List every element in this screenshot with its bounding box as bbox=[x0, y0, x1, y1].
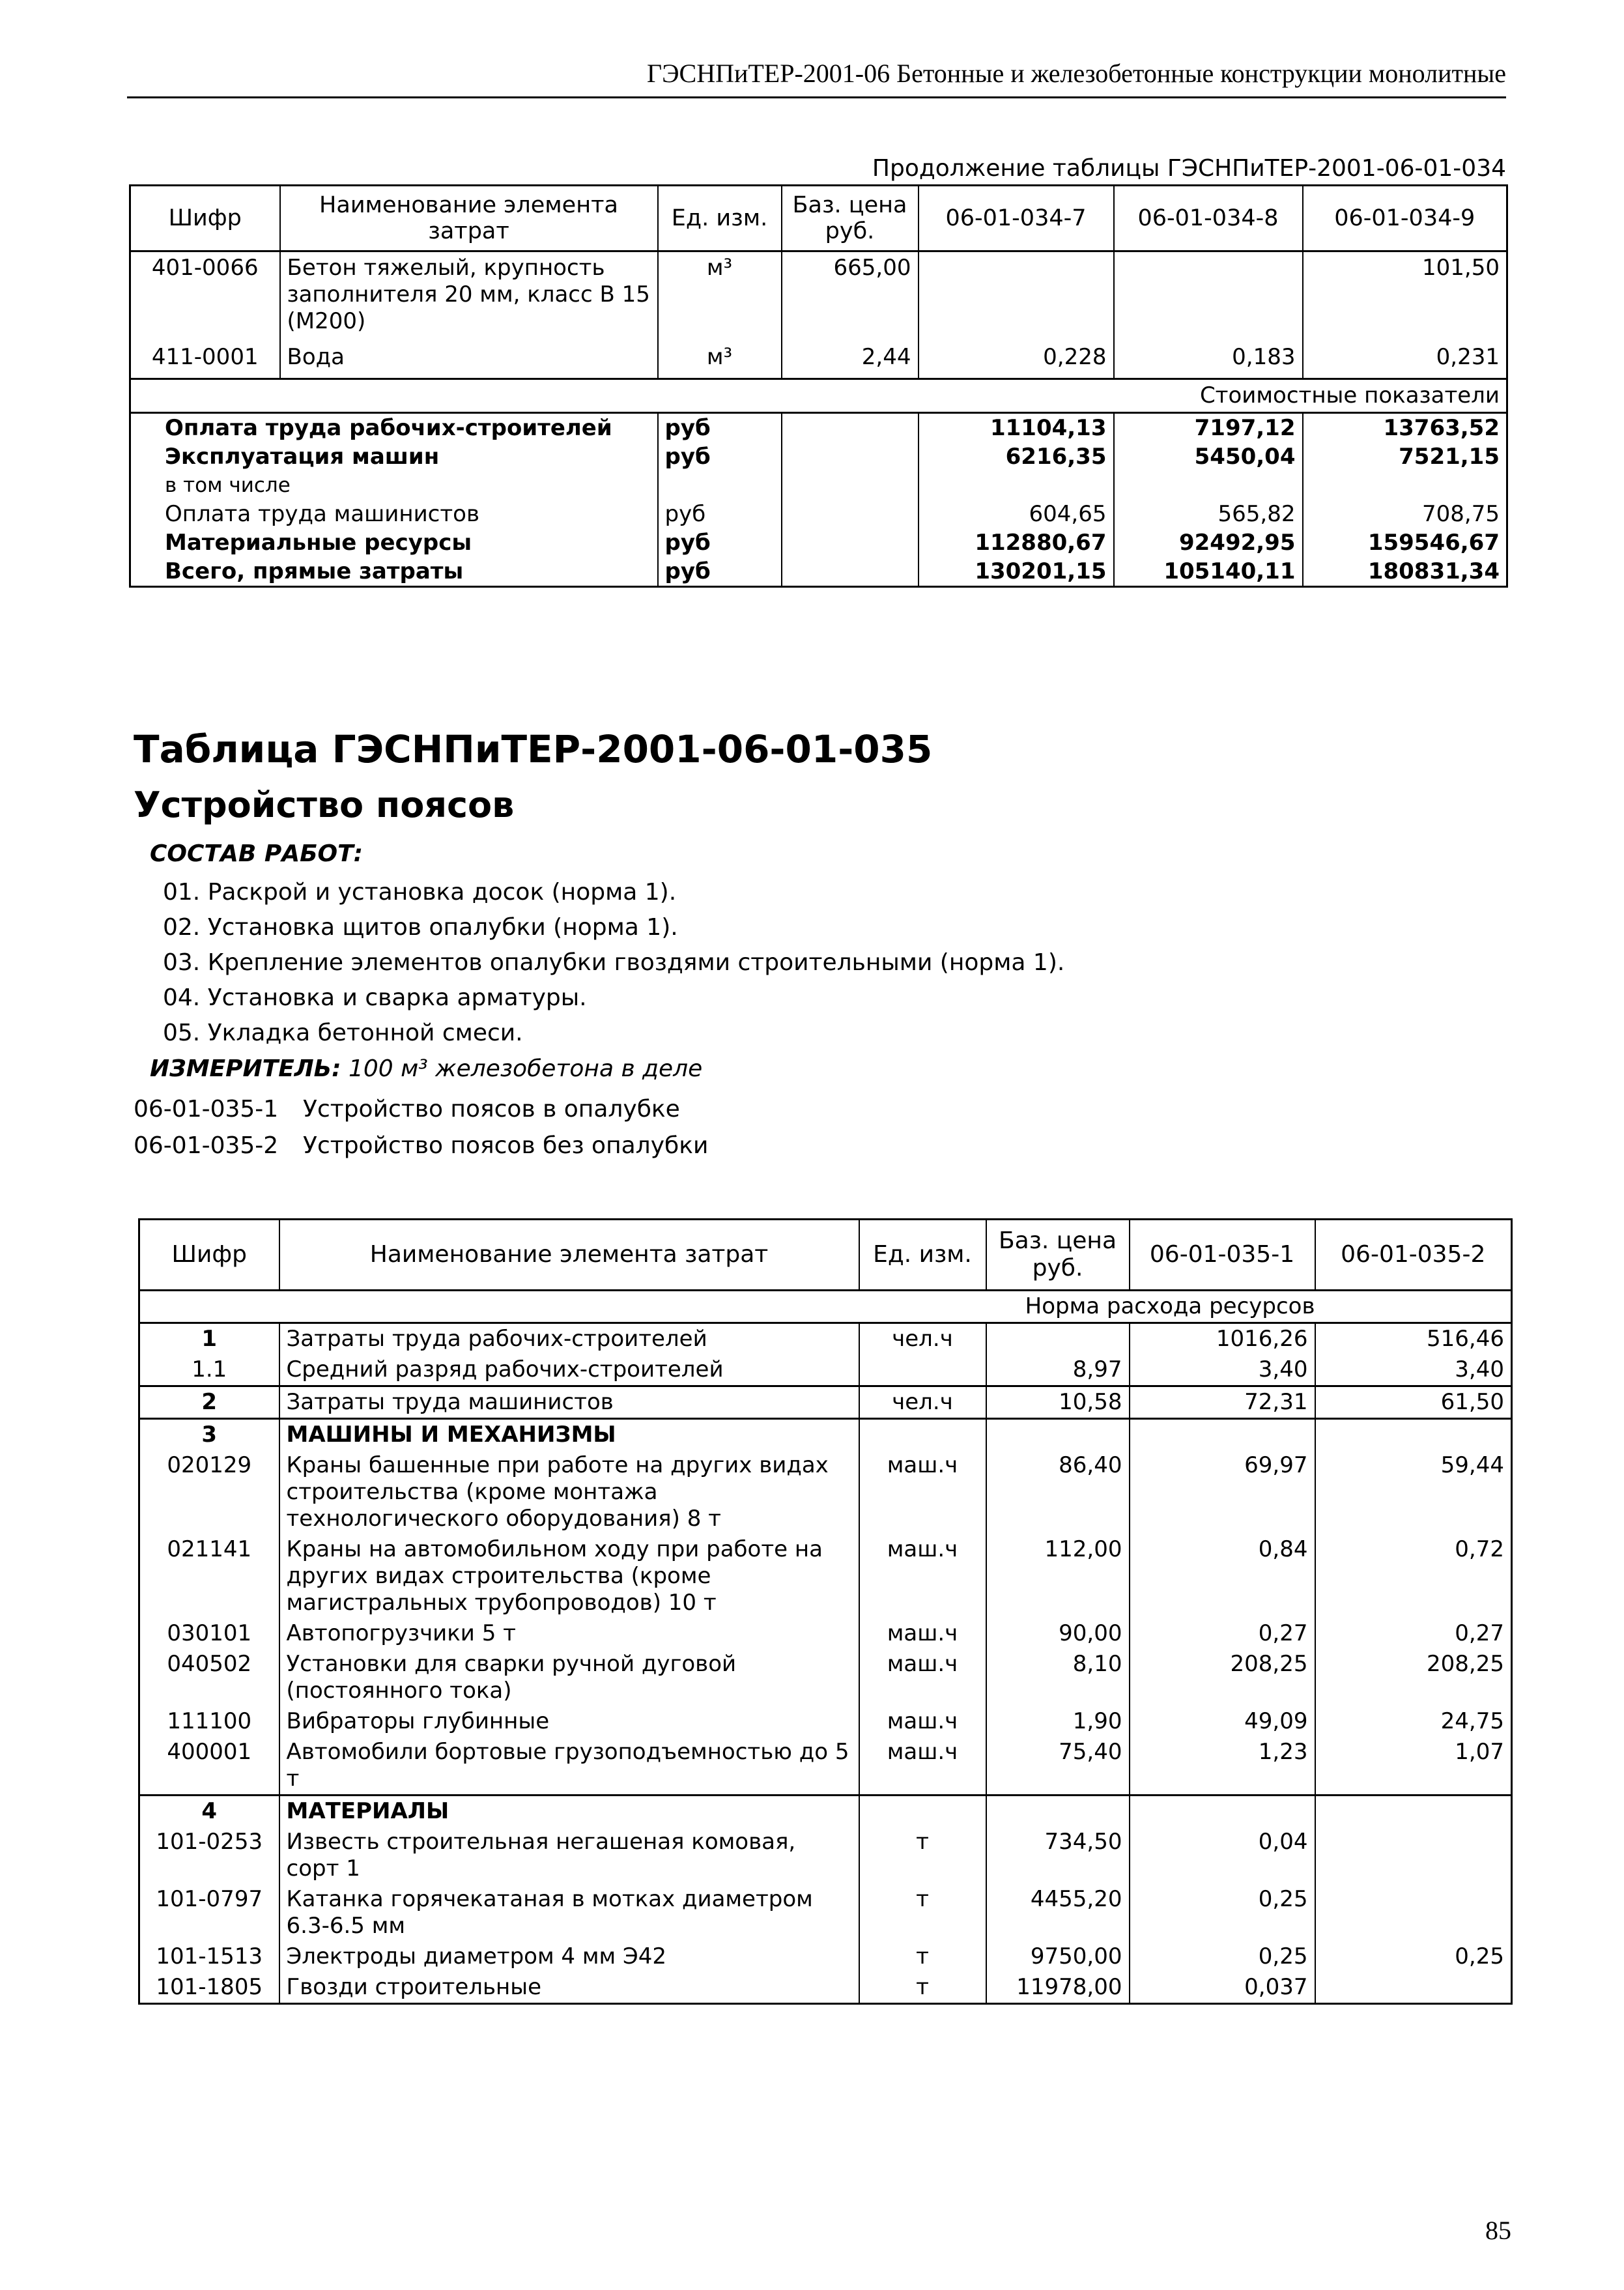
row-price: 75,40 bbox=[986, 1737, 1130, 1796]
code-id: 06-01-035-1 bbox=[134, 1096, 279, 1123]
row-value: 0,84 bbox=[1130, 1534, 1315, 1618]
cost-unit: руб bbox=[658, 413, 782, 443]
table-row bbox=[139, 1386, 1512, 1419]
row-price bbox=[986, 1796, 1130, 1827]
row-unit: маш.ч bbox=[859, 1618, 986, 1649]
row-value bbox=[1315, 1972, 1512, 2004]
cost-name: Оплата труда машинистов bbox=[130, 500, 658, 528]
row-price: 2,44 bbox=[782, 341, 919, 379]
row-value: 0,72 bbox=[1315, 1534, 1512, 1618]
row-code: 101-0797 bbox=[139, 1884, 279, 1941]
row-code: 101-1513 bbox=[139, 1941, 279, 1972]
work-item: 04. Установка и сварка арматуры. bbox=[163, 984, 587, 1011]
row-name: МАТЕРИАЛЫ bbox=[279, 1796, 859, 1827]
norm-filler bbox=[1315, 1291, 1512, 1323]
table-row bbox=[139, 1534, 1512, 1618]
row-value: 208,25 bbox=[1315, 1649, 1512, 1706]
norm-row bbox=[139, 1291, 1512, 1323]
cost-value: 130201,15 bbox=[919, 557, 1114, 587]
row-unit: т bbox=[859, 1884, 986, 1941]
row-code: 101-1805 bbox=[139, 1972, 279, 2004]
cost-name: Эксплуатация машин bbox=[130, 442, 658, 471]
row-value: 0,228 bbox=[919, 341, 1114, 379]
column-header: 06-01-035-2 bbox=[1315, 1220, 1512, 1291]
row-value: 0,231 bbox=[1303, 341, 1507, 379]
row-name: Затраты труда машинистов bbox=[279, 1386, 859, 1419]
row-value: 0,25 bbox=[1130, 1884, 1315, 1941]
column-header: Баз. цена руб. bbox=[782, 186, 919, 251]
table-row bbox=[139, 1323, 1512, 1355]
row-unit bbox=[859, 1419, 986, 1451]
row-code: 3 bbox=[139, 1419, 279, 1451]
row-value: 0,25 bbox=[1315, 1941, 1512, 1972]
header-rule bbox=[127, 96, 1506, 98]
row-price: 86,40 bbox=[986, 1450, 1130, 1534]
row-value bbox=[1130, 1796, 1315, 1827]
row-price: 4455,20 bbox=[986, 1884, 1130, 1941]
column-header: Шифр bbox=[130, 186, 280, 251]
code-id: 06-01-035-2 bbox=[134, 1132, 279, 1159]
row-code: 4 bbox=[139, 1796, 279, 1827]
cost-empty bbox=[782, 413, 919, 443]
row-value: 1,07 bbox=[1315, 1737, 1512, 1796]
row-unit: маш.ч bbox=[859, 1649, 986, 1706]
row-value: 516,46 bbox=[1315, 1323, 1512, 1355]
cost-row bbox=[130, 442, 1507, 471]
row-unit: маш.ч bbox=[859, 1737, 986, 1796]
row-value: 0,27 bbox=[1315, 1618, 1512, 1649]
row-value: 59,44 bbox=[1315, 1450, 1512, 1534]
cost-value: 11104,13 bbox=[919, 413, 1114, 443]
row-value: 72,31 bbox=[1130, 1386, 1315, 1419]
section-label: Стоимостные показатели bbox=[130, 379, 1507, 413]
row-value: 0,037 bbox=[1130, 1972, 1315, 2004]
table-06-01-034-continued bbox=[129, 184, 1508, 588]
work-item: 02. Установка щитов опалубки (норма 1). bbox=[163, 914, 678, 941]
table-row bbox=[139, 1796, 1512, 1827]
table-row bbox=[139, 1941, 1512, 1972]
row-name: Установки для сварки ручной дуговой (постоянного тока) bbox=[279, 1649, 859, 1706]
row-name: Электроды диаметром 4 мм Э42 bbox=[279, 1941, 859, 1972]
cost-empty bbox=[782, 500, 919, 528]
row-unit: маш.ч bbox=[859, 1706, 986, 1737]
running-head: ГЭСНПиТЕР-2001-06 Бетонные и железобетонные конструкции монолитные bbox=[646, 59, 1506, 88]
row-value: 24,75 bbox=[1315, 1706, 1512, 1737]
cost-value: 565,82 bbox=[1114, 500, 1303, 528]
row-price bbox=[986, 1419, 1130, 1451]
column-header: Шифр bbox=[139, 1220, 279, 1291]
table-row bbox=[139, 1354, 1512, 1386]
row-value: 3,40 bbox=[1315, 1354, 1512, 1386]
cost-unit: руб bbox=[658, 557, 782, 587]
cost-row bbox=[130, 413, 1507, 443]
row-unit bbox=[859, 1354, 986, 1386]
work-item: 03. Крепление элементов опалубки гвоздями строительными (норма 1). bbox=[163, 949, 1065, 976]
meter-label: ИЗМЕРИТЕЛЬ: bbox=[150, 1055, 341, 1082]
code-desc: Устройство поясов без опалубки bbox=[303, 1132, 709, 1159]
row-code: 111100 bbox=[139, 1706, 279, 1737]
cost-empty bbox=[782, 557, 919, 587]
cost-row bbox=[130, 557, 1507, 587]
cost-name: Материальные ресурсы bbox=[130, 528, 658, 557]
table-row bbox=[130, 341, 1507, 379]
row-name: Средний разряд рабочих-строителей bbox=[279, 1354, 859, 1386]
cost-value bbox=[1114, 471, 1303, 500]
table-row bbox=[139, 1649, 1512, 1706]
works-label: СОСТАВ РАБОТ: bbox=[150, 840, 363, 867]
cost-unit bbox=[658, 471, 782, 500]
row-name: Автомобили бортовые грузоподъемностью до 5 т bbox=[279, 1737, 859, 1796]
row-unit: маш.ч bbox=[859, 1534, 986, 1618]
row-value: 101,50 bbox=[1303, 251, 1507, 341]
row-value: 0,04 bbox=[1130, 1827, 1315, 1884]
column-header: 06-01-034-8 bbox=[1114, 186, 1303, 251]
row-value: 0,183 bbox=[1114, 341, 1303, 379]
table-row bbox=[139, 1706, 1512, 1737]
cost-empty bbox=[782, 471, 919, 500]
page-number: 85 bbox=[1485, 2216, 1511, 2245]
cost-value: 112880,67 bbox=[919, 528, 1114, 557]
row-value: 0,25 bbox=[1130, 1941, 1315, 1972]
cost-row bbox=[130, 500, 1507, 528]
work-item: 01. Раскрой и установка досок (норма 1). bbox=[163, 879, 677, 906]
row-code: 021141 bbox=[139, 1534, 279, 1618]
cost-value: 6216,35 bbox=[919, 442, 1114, 471]
column-header: 06-01-034-9 bbox=[1303, 186, 1507, 251]
row-value: 1016,26 bbox=[1130, 1323, 1315, 1355]
row-unit: чел.ч bbox=[859, 1323, 986, 1355]
meter-line bbox=[150, 1055, 702, 1082]
row-value bbox=[1315, 1419, 1512, 1451]
row-code: 040502 bbox=[139, 1649, 279, 1706]
row-value bbox=[1114, 251, 1303, 341]
cost-value: 5450,04 bbox=[1114, 442, 1303, 471]
row-name: Затраты труда рабочих-строителей bbox=[279, 1323, 859, 1355]
code-list bbox=[134, 1091, 708, 1164]
row-name: Краны башенные при работе на других видах строительства (кроме монтажа технологического оборудования) 8 т bbox=[279, 1450, 859, 1534]
section-row bbox=[130, 379, 1507, 413]
cost-row bbox=[130, 528, 1507, 557]
row-name: Гвозди строительные bbox=[279, 1972, 859, 2004]
cost-empty bbox=[782, 528, 919, 557]
cost-name: в том числе bbox=[130, 471, 658, 500]
code-desc: Устройство поясов в опалубке bbox=[303, 1096, 680, 1123]
row-code: 411-0001 bbox=[130, 341, 280, 379]
row-code: 2 bbox=[139, 1386, 279, 1419]
row-name: Катанка горячекатаная в мотках диаметром 6.3-6.5 мм bbox=[279, 1884, 859, 1941]
row-price: 11978,00 bbox=[986, 1972, 1130, 2004]
norm-label: Норма расхода ресурсов bbox=[139, 1291, 1315, 1323]
code-item bbox=[134, 1128, 708, 1164]
column-header: 06-01-035-1 bbox=[1130, 1220, 1315, 1291]
table1-caption: Продолжение таблицы ГЭСНПиТЕР-2001-06-01-034 bbox=[872, 155, 1506, 182]
table-header-row bbox=[139, 1220, 1512, 1291]
row-name: Вибраторы глубинные bbox=[279, 1706, 859, 1737]
row-unit: чел.ч bbox=[859, 1386, 986, 1419]
row-name: Известь строительная негашеная комовая, сорт 1 bbox=[279, 1827, 859, 1884]
row-value: 3,40 bbox=[1130, 1354, 1315, 1386]
cost-unit: руб bbox=[658, 500, 782, 528]
row-price: 9750,00 bbox=[986, 1941, 1130, 1972]
row-unit: маш.ч bbox=[859, 1450, 986, 1534]
column-header: 06-01-034-7 bbox=[919, 186, 1114, 251]
row-code: 030101 bbox=[139, 1618, 279, 1649]
table-row bbox=[139, 1450, 1512, 1534]
cost-value bbox=[919, 471, 1114, 500]
code-item bbox=[134, 1091, 708, 1128]
work-item: 05. Укладка бетонной смеси. bbox=[163, 1020, 523, 1046]
row-name: Автопогрузчики 5 т bbox=[279, 1618, 859, 1649]
row-price: 665,00 bbox=[782, 251, 919, 341]
column-header: Ед. изм. bbox=[658, 186, 782, 251]
row-code: 1 bbox=[139, 1323, 279, 1355]
section-subtitle: Устройство поясов bbox=[134, 784, 515, 825]
row-price: 90,00 bbox=[986, 1618, 1130, 1649]
cost-value: 7197,12 bbox=[1114, 413, 1303, 443]
row-price: 1,90 bbox=[986, 1706, 1130, 1737]
cost-value: 92492,95 bbox=[1114, 528, 1303, 557]
row-code: 101-0253 bbox=[139, 1827, 279, 1884]
row-price: 8,10 bbox=[986, 1649, 1130, 1706]
cost-value: 708,75 bbox=[1303, 500, 1507, 528]
table-row bbox=[139, 1737, 1512, 1796]
row-unit bbox=[859, 1796, 986, 1827]
row-code: 400001 bbox=[139, 1737, 279, 1796]
table-row bbox=[139, 1827, 1512, 1884]
table-row bbox=[139, 1618, 1512, 1649]
row-price: 8,97 bbox=[986, 1354, 1130, 1386]
row-unit: т bbox=[859, 1941, 986, 1972]
cost-value: 604,65 bbox=[919, 500, 1114, 528]
row-code: 020129 bbox=[139, 1450, 279, 1534]
cost-name: Всего, прямые затраты bbox=[130, 557, 658, 587]
cost-name: Оплата труда рабочих-строителей bbox=[130, 413, 658, 443]
row-unit: т bbox=[859, 1827, 986, 1884]
cost-value bbox=[1303, 471, 1507, 500]
cost-value: 7521,15 bbox=[1303, 442, 1507, 471]
table-row bbox=[139, 1884, 1512, 1941]
cost-unit: руб bbox=[658, 528, 782, 557]
row-unit: т bbox=[859, 1972, 986, 2004]
row-value bbox=[1130, 1419, 1315, 1451]
column-header: Наименование элемента затрат bbox=[279, 1220, 859, 1291]
row-code: 401-0066 bbox=[130, 251, 280, 341]
row-value: 61,50 bbox=[1315, 1386, 1512, 1419]
cost-value: 180831,34 bbox=[1303, 557, 1507, 587]
column-header: Наименование элемента затрат bbox=[280, 186, 658, 251]
row-value: 49,09 bbox=[1130, 1706, 1315, 1737]
row-value bbox=[1315, 1884, 1512, 1941]
table-header-row bbox=[130, 186, 1507, 251]
row-name: Краны на автомобильном ходу при работе на других видах строительства (кроме магистральных трубопроводов) 10 т bbox=[279, 1534, 859, 1618]
row-value bbox=[919, 251, 1114, 341]
column-header: Баз. цена руб. bbox=[986, 1220, 1130, 1291]
row-name: Вода bbox=[280, 341, 658, 379]
row-price: 10,58 bbox=[986, 1386, 1130, 1419]
row-code: 1.1 bbox=[139, 1354, 279, 1386]
row-value bbox=[1315, 1827, 1512, 1884]
cost-row bbox=[130, 471, 1507, 500]
cost-value: 105140,11 bbox=[1114, 557, 1303, 587]
row-value: 0,27 bbox=[1130, 1618, 1315, 1649]
works-list bbox=[163, 875, 1064, 1051]
row-name: МАШИНЫ И МЕХАНИЗМЫ bbox=[279, 1419, 859, 1451]
row-value bbox=[1315, 1796, 1512, 1827]
cost-value: 159546,67 bbox=[1303, 528, 1507, 557]
table-row bbox=[130, 251, 1507, 341]
row-price: 112,00 bbox=[986, 1534, 1130, 1618]
row-value: 1,23 bbox=[1130, 1737, 1315, 1796]
meter-value: 100 м³ железобетона в деле bbox=[348, 1055, 703, 1082]
section-title: Таблица ГЭСНПиТЕР-2001-06-01-035 bbox=[134, 727, 933, 771]
table-06-01-035 bbox=[138, 1218, 1513, 2005]
row-price: 734,50 bbox=[986, 1827, 1130, 1884]
row-unit: м³ bbox=[658, 251, 782, 341]
row-value: 208,25 bbox=[1130, 1649, 1315, 1706]
table-row bbox=[139, 1419, 1512, 1451]
row-name: Бетон тяжелый, крупность заполнителя 20 мм, класс В 15 (М200) bbox=[280, 251, 658, 341]
cost-empty bbox=[782, 442, 919, 471]
row-unit: м³ bbox=[658, 341, 782, 379]
row-price bbox=[986, 1323, 1130, 1355]
table-row bbox=[139, 1972, 1512, 2004]
row-value: 69,97 bbox=[1130, 1450, 1315, 1534]
column-header: Ед. изм. bbox=[859, 1220, 986, 1291]
cost-value: 13763,52 bbox=[1303, 413, 1507, 443]
cost-unit: руб bbox=[658, 442, 782, 471]
